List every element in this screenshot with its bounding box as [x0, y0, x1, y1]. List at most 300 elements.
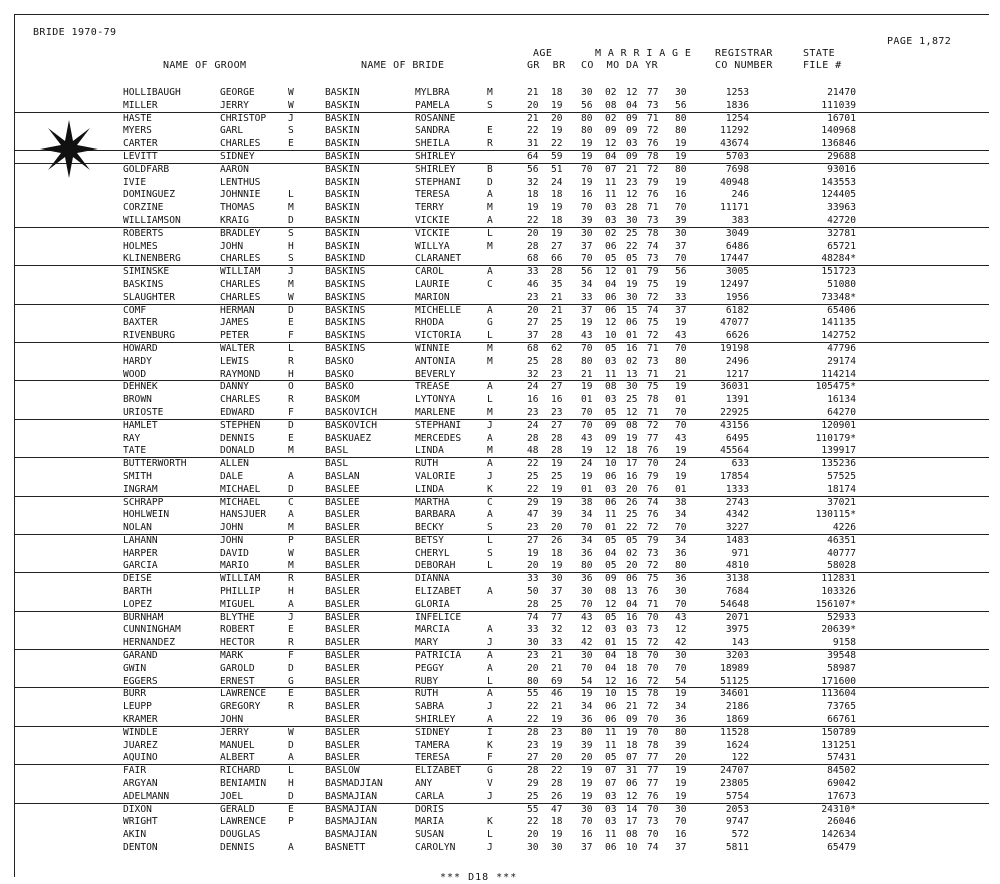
marriage-year: 76 [647, 790, 659, 802]
bride-middle-initial: M [487, 406, 493, 418]
marriage-day: 21 [626, 163, 638, 175]
bride-first-name: RUTH [415, 458, 439, 470]
marriage-county: 19 [581, 381, 593, 393]
groom-middle-initial: A [288, 842, 294, 854]
groom-first-name: MICHAEL [220, 483, 261, 495]
bride-middle-initial: A [487, 189, 493, 201]
state-file-number: 73348* [821, 291, 856, 303]
registrar-county: 43 [675, 432, 687, 444]
registrar-number: 22925 [720, 406, 749, 418]
bride-first-name: TREASE [415, 381, 450, 393]
marriage-county: 34 [581, 701, 593, 713]
bride-age: 19 [551, 739, 563, 751]
marriage-year: 73 [647, 816, 659, 828]
marriage-month: 11 [605, 739, 617, 751]
marriage-day: 04 [626, 598, 638, 610]
record-row [15, 816, 989, 829]
marriage-month: 08 [605, 381, 617, 393]
bride-last-name: BASKIN [325, 112, 360, 124]
bride-last-name: BASNETT [325, 842, 366, 854]
groom-middle-initial: R [288, 637, 294, 649]
registrar-county: 30 [675, 227, 687, 239]
groom-last-name: LEUPP [123, 701, 152, 713]
marriage-day: 02 [626, 355, 638, 367]
groom-age: 33 [527, 266, 539, 278]
groom-first-name: HERMAN [220, 304, 255, 316]
registrar-number: 54648 [720, 598, 749, 610]
bride-last-name: BASLER [325, 675, 360, 687]
state-file-number: 16701 [827, 112, 856, 124]
marriage-year: 70 [647, 726, 659, 738]
bride-first-name: PAMELA [415, 99, 450, 111]
record-row [15, 484, 989, 497]
groom-first-name: DONALD [220, 445, 255, 457]
marriage-day: 16 [626, 342, 638, 354]
groom-last-name: BROWN [123, 394, 152, 406]
marriage-county: 19 [581, 150, 593, 162]
groom-middle-initial: L [288, 342, 294, 354]
registrar-county: 70 [675, 419, 687, 431]
state-file-number: 65406 [827, 304, 856, 316]
groom-last-name: HOLMES [123, 240, 158, 252]
marriage-day: 20 [626, 560, 638, 572]
marriage-day: 28 [626, 202, 638, 214]
state-file-number: 48284* [821, 253, 856, 265]
bride-last-name: BASLER [325, 701, 360, 713]
marriage-month: 11 [605, 829, 617, 841]
marriage-year: 78 [647, 227, 659, 239]
state-file-number: 105475* [815, 381, 856, 393]
bride-age: 35 [551, 278, 563, 290]
col-header-age: AGE [533, 48, 553, 59]
marriage-year: 74 [647, 842, 659, 854]
marriage-month: 08 [605, 99, 617, 111]
bride-middle-initial: D [487, 176, 493, 188]
marriage-month: 08 [605, 586, 617, 598]
marriage-year: 71 [647, 112, 659, 124]
registrar-number: 3005 [725, 266, 749, 278]
groom-last-name: HOLLIBAUGH [123, 87, 181, 98]
state-file-number: 66761 [827, 714, 856, 726]
bride-middle-initial: A [487, 381, 493, 393]
bride-first-name: MARTHA [415, 496, 450, 508]
groom-first-name: PHILLIP [220, 586, 261, 598]
bride-middle-initial: A [487, 509, 493, 521]
bride-first-name: LYTONYA [415, 394, 456, 406]
bride-first-name: SANDRA [415, 125, 450, 137]
registrar-county: 19 [675, 317, 687, 329]
groom-first-name: THOMAS [220, 202, 255, 214]
marriage-county: 38 [581, 496, 593, 508]
registrar-number: 51125 [720, 675, 749, 687]
bride-last-name: BASKINS [325, 278, 366, 290]
state-file-number: 26046 [827, 816, 856, 828]
registrar-number: 18989 [720, 662, 749, 674]
registrar-number: 1483 [725, 534, 749, 546]
registrar-county: 80 [675, 125, 687, 137]
marriage-month: 04 [605, 662, 617, 674]
groom-last-name: URIOSTE [123, 406, 164, 418]
state-file-number: 4226 [832, 522, 856, 534]
groom-middle-initial: S [288, 227, 294, 239]
groom-age: 27 [527, 752, 539, 764]
groom-last-name: GARCIA [123, 560, 158, 572]
registrar-number: 1869 [725, 714, 749, 726]
bride-age: 24 [551, 176, 563, 188]
registrar-county: 12 [675, 624, 687, 636]
groom-last-name: NOLAN [123, 522, 152, 534]
registrar-county: 30 [675, 803, 687, 815]
marriage-month: 05 [605, 611, 617, 623]
groom-middle-initial: W [288, 726, 294, 738]
bride-middle-initial: L [487, 675, 493, 687]
registrar-number: 3138 [725, 573, 749, 585]
marriage-month: 01 [605, 522, 617, 534]
bride-age: 28 [551, 330, 563, 342]
groom-first-name: DOUGLAS [220, 829, 261, 841]
bride-first-name: STEPHANI [415, 176, 462, 188]
registrar-number: 6626 [725, 330, 749, 342]
marriage-year: 73 [647, 253, 659, 265]
groom-age: 56 [527, 163, 539, 175]
groom-last-name: EGGERS [123, 675, 158, 687]
bride-age: 30 [551, 842, 563, 854]
groom-last-name: RIVENBURG [123, 330, 175, 342]
groom-age: 23 [527, 291, 539, 303]
registrar-county: 30 [675, 650, 687, 662]
marriage-year: 79 [647, 266, 659, 278]
marriage-county: 56 [581, 99, 593, 111]
marriage-day: 16 [626, 470, 638, 482]
marriage-month: 11 [605, 726, 617, 738]
registrar-number: 40948 [720, 176, 749, 188]
record-row [15, 791, 989, 804]
bride-middle-initial: M [487, 342, 493, 354]
bride-age: 30 [551, 573, 563, 585]
marriage-day: 03 [626, 138, 638, 150]
marriage-day: 08 [626, 419, 638, 431]
groom-last-name: WILLIAMSON [123, 214, 181, 226]
registrar-county: 19 [675, 688, 687, 700]
groom-first-name: KRAIG [220, 214, 249, 226]
marriage-county: 43 [581, 432, 593, 444]
marriage-month: 06 [605, 701, 617, 713]
groom-middle-initial: H [288, 778, 294, 790]
registrar-number: 2186 [725, 701, 749, 713]
bride-age: 25 [551, 598, 563, 610]
bride-first-name: ELIZABET [415, 765, 462, 777]
registrar-number: 1391 [725, 394, 749, 406]
marriage-year: 77 [647, 432, 659, 444]
groom-first-name: ALLEN [220, 458, 249, 470]
bride-age: 20 [551, 752, 563, 764]
bride-first-name: ELIZABET [415, 586, 462, 598]
state-file-number: 65479 [827, 842, 856, 854]
groom-middle-initial: H [288, 240, 294, 252]
bride-last-name: BASLER [325, 522, 360, 534]
marriage-county: 54 [581, 675, 593, 687]
groom-age: 22 [527, 458, 539, 470]
groom-first-name: WILLIAM [220, 573, 261, 585]
bride-last-name: BASL [325, 445, 349, 457]
marriage-county: 70 [581, 202, 593, 214]
groom-first-name: DAVID [220, 547, 249, 559]
bride-first-name: BETSY [415, 534, 444, 546]
marriage-month: 04 [605, 547, 617, 559]
marriage-records [15, 87, 989, 855]
groom-last-name: GWIN [123, 662, 147, 674]
bride-age: 18 [551, 87, 563, 98]
bride-middle-initial: M [487, 202, 493, 214]
marriage-month: 03 [605, 803, 617, 815]
registrar-county: 80 [675, 355, 687, 367]
groom-last-name: HERNANDEZ [123, 637, 175, 649]
bride-age: 62 [551, 342, 563, 354]
groom-middle-initial: S [288, 253, 294, 265]
groom-last-name: LAHANN [123, 534, 158, 546]
groom-age: 33 [527, 573, 539, 585]
marriage-month: 11 [605, 189, 617, 201]
marriage-month: 05 [605, 342, 617, 354]
marriage-county: 19 [581, 176, 593, 188]
marriage-county: 39 [581, 214, 593, 226]
marriage-county: 19 [581, 688, 593, 700]
bride-last-name: BASKINS [325, 266, 366, 278]
state-file-number: 131251 [821, 739, 856, 751]
groom-middle-initial: W [288, 87, 294, 98]
registrar-number: 4342 [725, 509, 749, 521]
bride-first-name: INFELICE [415, 611, 462, 623]
registrar-county: 30 [675, 87, 687, 98]
marriage-day: 17 [626, 816, 638, 828]
record-row [15, 228, 989, 241]
registrar-number: 3203 [725, 650, 749, 662]
record-row [15, 343, 989, 356]
groom-age: 32 [527, 176, 539, 188]
marriage-year: 72 [647, 560, 659, 572]
marriage-month: 03 [605, 816, 617, 828]
marriage-county: 12 [581, 624, 593, 636]
groom-last-name: MYERS [123, 125, 152, 137]
marriage-county: 30 [581, 650, 593, 662]
registrar-number: 2496 [725, 355, 749, 367]
groom-last-name: HASTE [123, 112, 152, 124]
bride-middle-initial: J [487, 419, 493, 431]
groom-first-name: HANSJUER [220, 509, 267, 521]
registrar-county: 34 [675, 701, 687, 713]
groom-age: 30 [527, 842, 539, 854]
bride-last-name: BASLER [325, 560, 360, 572]
groom-first-name: MARIO [220, 560, 249, 572]
marriage-county: 19 [581, 790, 593, 802]
record-row [15, 164, 989, 177]
marriage-day: 15 [626, 688, 638, 700]
marriage-day: 25 [626, 394, 638, 406]
groom-middle-initial: A [288, 470, 294, 482]
state-file-number: 29174 [827, 355, 856, 367]
marriage-county: 36 [581, 573, 593, 585]
registrar-county: 39 [675, 214, 687, 226]
bride-first-name: LINDA [415, 445, 444, 457]
bride-first-name: SHEILA [415, 138, 450, 150]
bride-age: 28 [551, 432, 563, 444]
bride-age: 33 [551, 637, 563, 649]
groom-last-name: TATE [123, 445, 147, 457]
registrar-county: 19 [675, 278, 687, 290]
groom-first-name: MICHAEL [220, 496, 261, 508]
groom-middle-initial: F [288, 330, 294, 342]
groom-first-name: GAROLD [220, 662, 255, 674]
groom-first-name: LAWRENCE [220, 688, 267, 700]
marriage-month: 11 [605, 368, 617, 380]
bride-middle-initial: L [487, 560, 493, 572]
state-file-number: 33963 [827, 202, 856, 214]
groom-first-name: JOHN [220, 714, 244, 726]
marriage-county: 80 [581, 112, 593, 124]
record-row [15, 676, 989, 689]
registrar-number: 1333 [725, 483, 749, 495]
bride-age: 19 [551, 829, 563, 841]
record-row [15, 100, 989, 113]
marriage-year: 77 [647, 778, 659, 790]
marriage-county: 80 [581, 125, 593, 137]
marriage-county: 70 [581, 419, 593, 431]
registrar-county: 39 [675, 739, 687, 751]
registrar-county: 20 [675, 752, 687, 764]
marriage-year: 76 [647, 586, 659, 598]
bride-last-name: BASKINS [325, 317, 366, 329]
marriage-day: 22 [626, 240, 638, 252]
groom-first-name: BLYTHE [220, 611, 255, 623]
col-header-marriage: M A R R I A G E [595, 48, 692, 59]
marriage-year: 70 [647, 714, 659, 726]
groom-age: 64 [527, 150, 539, 162]
marriage-day: 18 [626, 650, 638, 662]
marriage-county: 20 [581, 752, 593, 764]
state-file-number: 114214 [821, 368, 856, 380]
bride-age: 66 [551, 253, 563, 265]
registrar-number: 2053 [725, 803, 749, 815]
bride-age: 59 [551, 150, 563, 162]
bride-first-name: CHERYL [415, 547, 450, 559]
groom-middle-initial: A [288, 752, 294, 764]
bride-middle-initial: L [487, 534, 493, 546]
groom-first-name: LENTHUS [220, 176, 261, 188]
bride-last-name: BASKO [325, 368, 354, 380]
bride-middle-initial: A [487, 266, 493, 278]
bride-first-name: SHIRLEY [415, 714, 456, 726]
registrar-number: 1956 [725, 291, 749, 303]
bride-last-name: BASL [325, 458, 349, 470]
marriage-day: 19 [626, 726, 638, 738]
bride-first-name: SHIRLEY [415, 150, 456, 162]
marriage-month: 06 [605, 714, 617, 726]
state-file-number: 58028 [827, 560, 856, 572]
marriage-county: 01 [581, 394, 593, 406]
state-file-number: 135236 [821, 458, 856, 470]
page-footer: *** D18 *** [440, 872, 518, 883]
groom-middle-initial: P [288, 816, 294, 828]
marriage-month: 06 [605, 304, 617, 316]
groom-last-name: BURR [123, 688, 147, 700]
marriage-year: 78 [647, 688, 659, 700]
registrar-county: 01 [675, 394, 687, 406]
bride-middle-initial: S [487, 99, 493, 111]
bride-age: 28 [551, 355, 563, 367]
bride-last-name: BASMAJIAN [325, 829, 377, 841]
marriage-month: 12 [605, 598, 617, 610]
registrar-number: 36031 [720, 381, 749, 393]
marriage-year: 74 [647, 496, 659, 508]
groom-first-name: ROBERT [220, 624, 255, 636]
groom-middle-initial: R [288, 355, 294, 367]
marriage-day: 06 [626, 317, 638, 329]
groom-first-name: JAMES [220, 317, 249, 329]
marriage-day: 18 [626, 662, 638, 674]
groom-first-name: BRADLEY [220, 227, 261, 239]
marriage-county: 56 [581, 266, 593, 278]
record-row [15, 829, 989, 842]
groom-first-name: CHARLES [220, 138, 261, 150]
groom-middle-initial: D [288, 739, 294, 751]
groom-last-name: IVIE [123, 176, 147, 188]
record-row [15, 752, 989, 765]
groom-age: 27 [527, 534, 539, 546]
registrar-number: 1836 [725, 99, 749, 111]
state-file-number: 84502 [827, 765, 856, 777]
bride-last-name: BASMAJIAN [325, 816, 377, 828]
marriage-county: 70 [581, 662, 593, 674]
registrar-number: 122 [731, 752, 749, 764]
groom-last-name: DEISE [123, 573, 152, 585]
record-row [15, 215, 989, 228]
bride-age: 19 [551, 125, 563, 137]
marriage-year: 73 [647, 99, 659, 111]
groom-last-name: BUTTERWORTH [123, 458, 187, 470]
groom-middle-initial: L [288, 189, 294, 201]
registrar-county: 70 [675, 253, 687, 265]
groom-age: 80 [527, 675, 539, 687]
groom-last-name: ROBERTS [123, 227, 164, 239]
groom-age: 48 [527, 445, 539, 457]
bride-age: 18 [551, 816, 563, 828]
groom-last-name: WRIGHT [123, 816, 158, 828]
state-file-number: 171600 [821, 675, 856, 687]
record-row [15, 138, 989, 151]
marriage-county: 37 [581, 842, 593, 854]
registrar-number: 7684 [725, 586, 749, 598]
groom-age: 22 [527, 214, 539, 226]
groom-age: 22 [527, 483, 539, 495]
bride-middle-initial: G [487, 765, 493, 777]
groom-first-name: WILLIAM [220, 266, 261, 278]
record-row [15, 458, 989, 471]
bride-middle-initial: A [487, 688, 493, 700]
marriage-year: 76 [647, 189, 659, 201]
bride-middle-initial: A [487, 432, 493, 444]
bride-last-name: BASLEE [325, 483, 360, 495]
registrar-number: 5703 [725, 150, 749, 162]
state-file-number: 65721 [827, 240, 856, 252]
registrar-county: 56 [675, 266, 687, 278]
bride-last-name: BASKIN [325, 125, 360, 137]
groom-first-name: JOHNNIE [220, 189, 261, 201]
bride-age: 23 [551, 368, 563, 380]
marriage-month: 05 [605, 406, 617, 418]
marriage-month: 12 [605, 445, 617, 457]
groom-first-name: GREGORY [220, 701, 261, 713]
marriage-year: 76 [647, 138, 659, 150]
